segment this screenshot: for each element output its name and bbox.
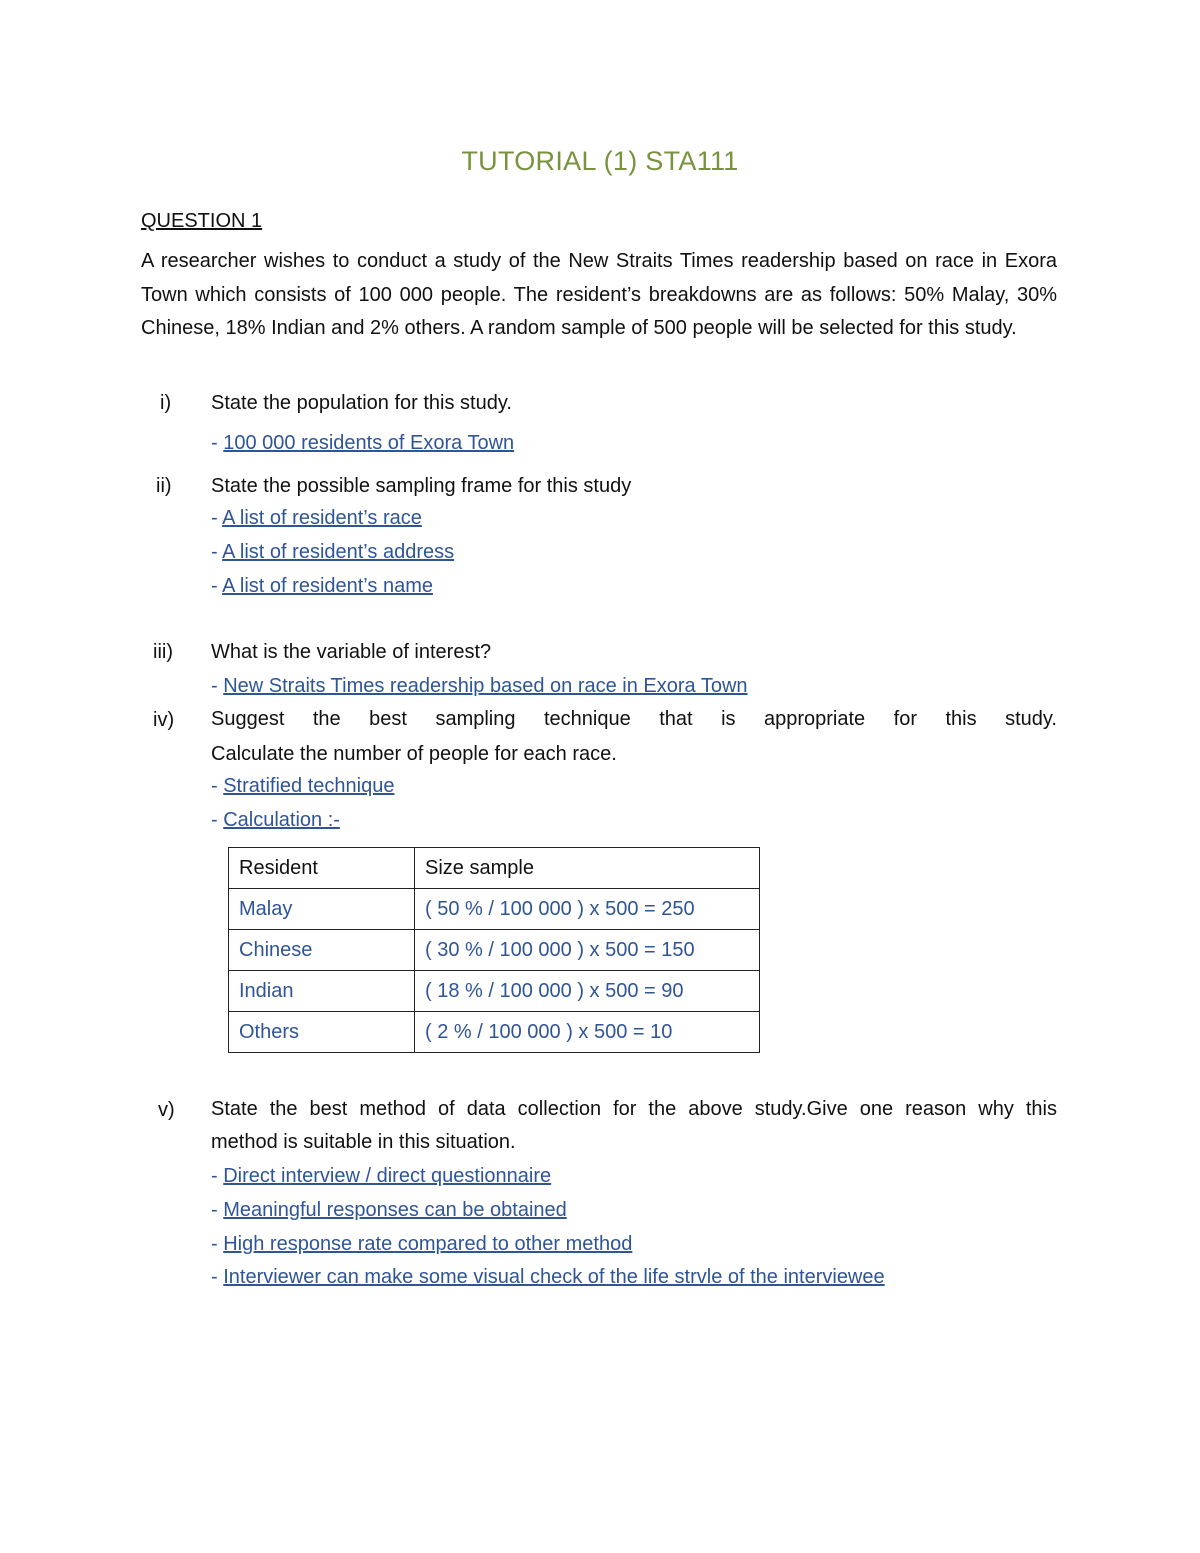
item-number: iii) xyxy=(153,641,173,663)
answer-line: - 100 000 residents of Exora Town xyxy=(211,432,515,454)
answer-line: - New Straits Times readership based on race in Exora Town xyxy=(211,675,748,697)
item-number: ii) xyxy=(156,475,172,497)
table-cell: Indian xyxy=(229,971,415,1012)
table-cell: ( 18 % / 100 000 ) x 500 = 90 xyxy=(415,971,760,1012)
question-heading: QUESTION 1 xyxy=(141,210,263,232)
item-question-line1: State the best method of data collection for the above study.Give one reason why this xyxy=(211,1098,1057,1120)
item-question: What is the variable of interest? xyxy=(211,641,492,663)
answer-line: - Meaningful responses can be obtained xyxy=(211,1199,567,1221)
answer-line: - Interviewer can make some visual check of the life strvle of the interviewee xyxy=(211,1266,885,1288)
item-number: iv) xyxy=(153,709,175,731)
table-cell: ( 2 % / 100 000 ) x 500 = 10 xyxy=(415,1012,760,1053)
answer-line: - A list of resident’s address xyxy=(211,541,455,563)
item-question-line2: method is suitable in this situation. xyxy=(211,1131,516,1153)
table-header-cell: Resident xyxy=(229,848,415,889)
question-intro: A researcher wishes to conduct a study of the New Straits Times readership based on race in Exora Town which consists of 100 000 people. The resident’s breakdowns are as follows: 50% Malay, 30% Chinese, 18% Indian and 2% others. A random sample of 500 people will be selected for this study. xyxy=(141,250,1057,340)
item-question: State the population for this study. xyxy=(211,392,512,414)
item-number: i) xyxy=(160,392,172,414)
answer-line: - Direct interview / direct questionnaire xyxy=(211,1165,552,1187)
item-question-line1: Suggest the best sampling technique that is appropriate for this study. xyxy=(211,708,1057,730)
table-cell: Malay xyxy=(229,889,415,930)
table-cell: Others xyxy=(229,1012,415,1053)
answer-line: - A list of resident’s race xyxy=(211,507,422,529)
table-row xyxy=(229,889,760,930)
item-question-line2: Calculate the number of people for each race. xyxy=(211,743,617,765)
answer-line: - Stratified technique xyxy=(211,775,395,797)
table-cell: ( 50 % / 100 000 ) x 500 = 250 xyxy=(415,889,760,930)
table-header-cell: Size sample xyxy=(415,848,760,889)
answer-line: - A list of resident’s name xyxy=(211,575,433,597)
table-cell: Chinese xyxy=(229,930,415,971)
answer-line: - Calculation :- xyxy=(211,809,340,831)
table-row xyxy=(229,930,760,971)
answer-line: - High response rate compared to other method xyxy=(211,1233,633,1255)
table-header-row xyxy=(229,848,760,889)
page-title: TUTORIAL (1) STA111 xyxy=(461,146,739,176)
table-row xyxy=(229,971,760,1012)
item-question: State the possible sampling frame for this study xyxy=(211,475,632,497)
table-cell: ( 30 % / 100 000 ) x 500 = 150 xyxy=(415,930,760,971)
item-number: v) xyxy=(158,1099,175,1121)
table-row xyxy=(229,1012,760,1053)
calculation-table xyxy=(228,847,760,1053)
